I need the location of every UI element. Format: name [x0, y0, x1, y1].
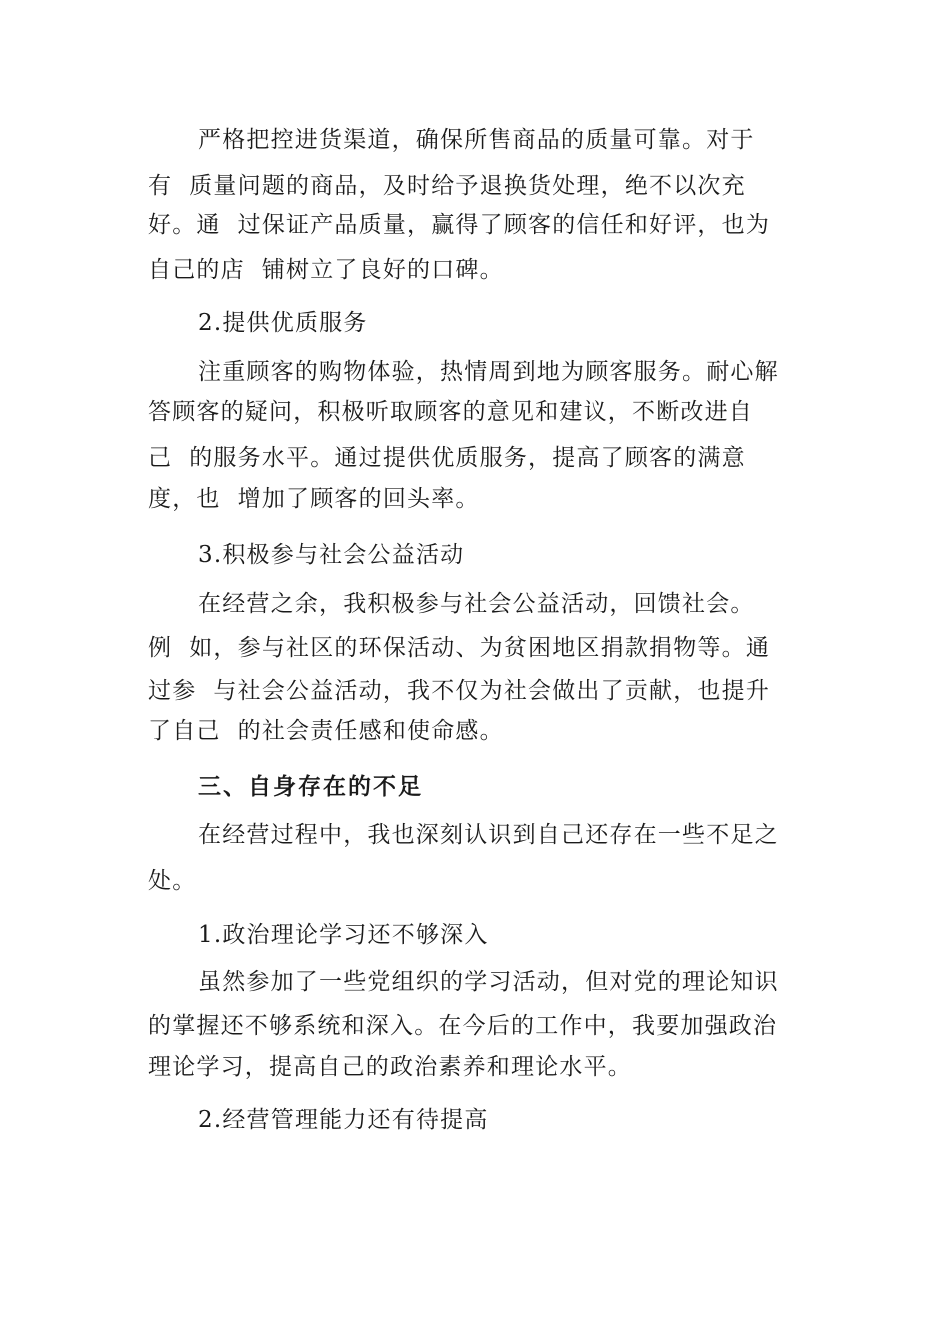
paragraph-line: 己 的服务水平。通过提供优质服务，提高了顾客的满意 [148, 445, 746, 471]
paragraph-line: 有 质量问题的商品，及时给予退换货处理，绝不以次充 [148, 173, 746, 199]
paragraph-line: 注重顾客的购物体验，热情周到地为顾客服务。耐心解 [198, 359, 779, 385]
paragraph-line: 在经营过程中，我也深刻认识到自己还存在一些不足之 [198, 822, 779, 848]
section-subheading: 3.积极参与社会公益活动 [198, 542, 465, 568]
paragraph-line: 例 如，参与社区的环保活动、为贫困地区捐款捐物等。通 [148, 635, 771, 661]
section-subheading: 2.提供优质服务 [198, 310, 368, 336]
paragraph-line: 了自己 的社会责任感和使命感。 [148, 718, 504, 744]
paragraph-line: 理论学习，提高自己的政治素养和理论水平。 [148, 1054, 632, 1080]
section-subheading: 2.经营管理能力还有待提高 [198, 1107, 489, 1133]
paragraph-line: 好。通 过保证产品质量，赢得了顾客的信任和好评，也为 [148, 212, 771, 238]
paragraph-line: 的掌握还不够系统和深入。在今后的工作中，我要加强政治 [148, 1013, 778, 1039]
paragraph-line: 在经营之余，我积极参与社会公益活动，回馈社会。 [198, 591, 755, 617]
paragraph-line: 答顾客的疑问，积极听取顾客的意见和建议，不断改进自 [148, 399, 753, 425]
paragraph-line: 严格把控进货渠道，确保所售商品的质量可靠。对于 [198, 127, 755, 153]
paragraph-line: 度，也 增加了顾客的回头率。 [148, 486, 480, 512]
paragraph-line: 虽然参加了一些党组织的学习活动，但对党的理论知识 [198, 969, 779, 995]
section-heading: 三、自身存在的不足 [198, 774, 423, 800]
paragraph-line: 自己的店 铺树立了良好的口碑。 [148, 257, 504, 283]
paragraph-line: 过参 与社会公益活动，我不仅为社会做出了贡献，也提升 [148, 678, 771, 704]
paragraph-line: 处。 [148, 868, 197, 894]
section-subheading: 1.政治理论学习还不够深入 [198, 922, 489, 948]
